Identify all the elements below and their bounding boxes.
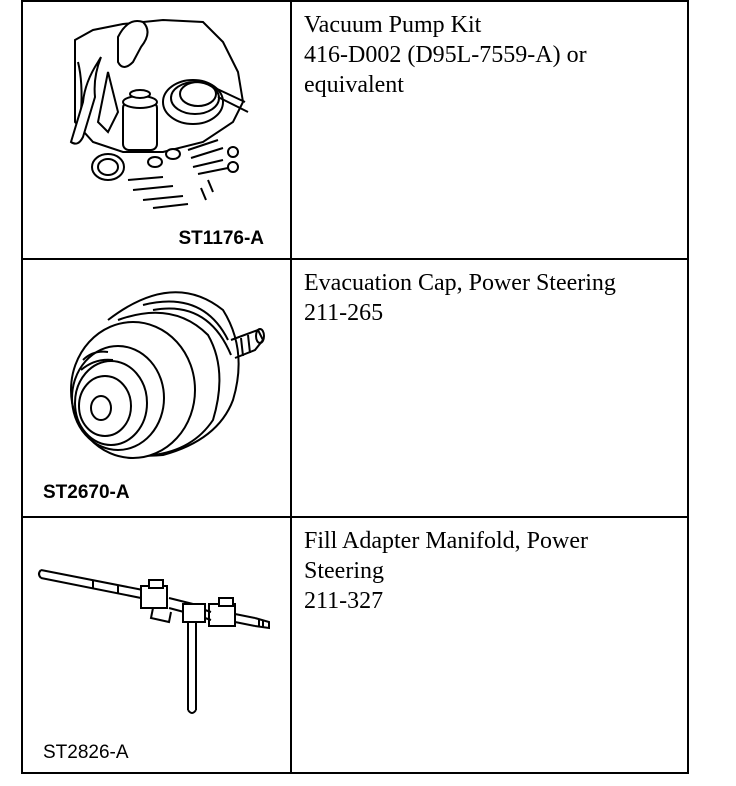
fill-adapter-manifold-illustration xyxy=(23,518,290,772)
tool-name-cont: Steering xyxy=(304,558,384,584)
figure-code: ST2670-A xyxy=(43,482,130,503)
tool-number-cont: equivalent xyxy=(304,72,404,98)
tool-image-cell xyxy=(22,1,291,259)
tool-name: Vacuum Pump Kit xyxy=(304,12,482,38)
tool-number: 211-265 xyxy=(304,300,384,326)
vacuum-pump-kit-illustration xyxy=(23,2,290,258)
tool-row-evacuation-cap xyxy=(22,259,688,517)
tool-description-cell xyxy=(291,1,688,259)
figure-code: ST2826-A xyxy=(43,742,129,763)
tool-name: Evacuation Cap, Power Steering xyxy=(304,270,616,296)
tool-number: 416-D002 (D95L-7559-A) or xyxy=(304,42,587,68)
tool-description-cell xyxy=(291,259,688,517)
special-tools-table xyxy=(21,0,689,774)
evacuation-cap-illustration xyxy=(23,260,290,516)
tool-image-cell xyxy=(22,259,291,517)
tool-row-vacuum-pump xyxy=(22,1,688,259)
tool-description-cell xyxy=(291,517,688,773)
tool-row-fill-adapter-manifold xyxy=(22,517,688,773)
tool-image-cell xyxy=(22,517,291,773)
figure-code: ST1176-A xyxy=(178,228,264,249)
tool-name: Fill Adapter Manifold, Power xyxy=(304,528,588,554)
tool-number: 211-327 xyxy=(304,588,384,614)
